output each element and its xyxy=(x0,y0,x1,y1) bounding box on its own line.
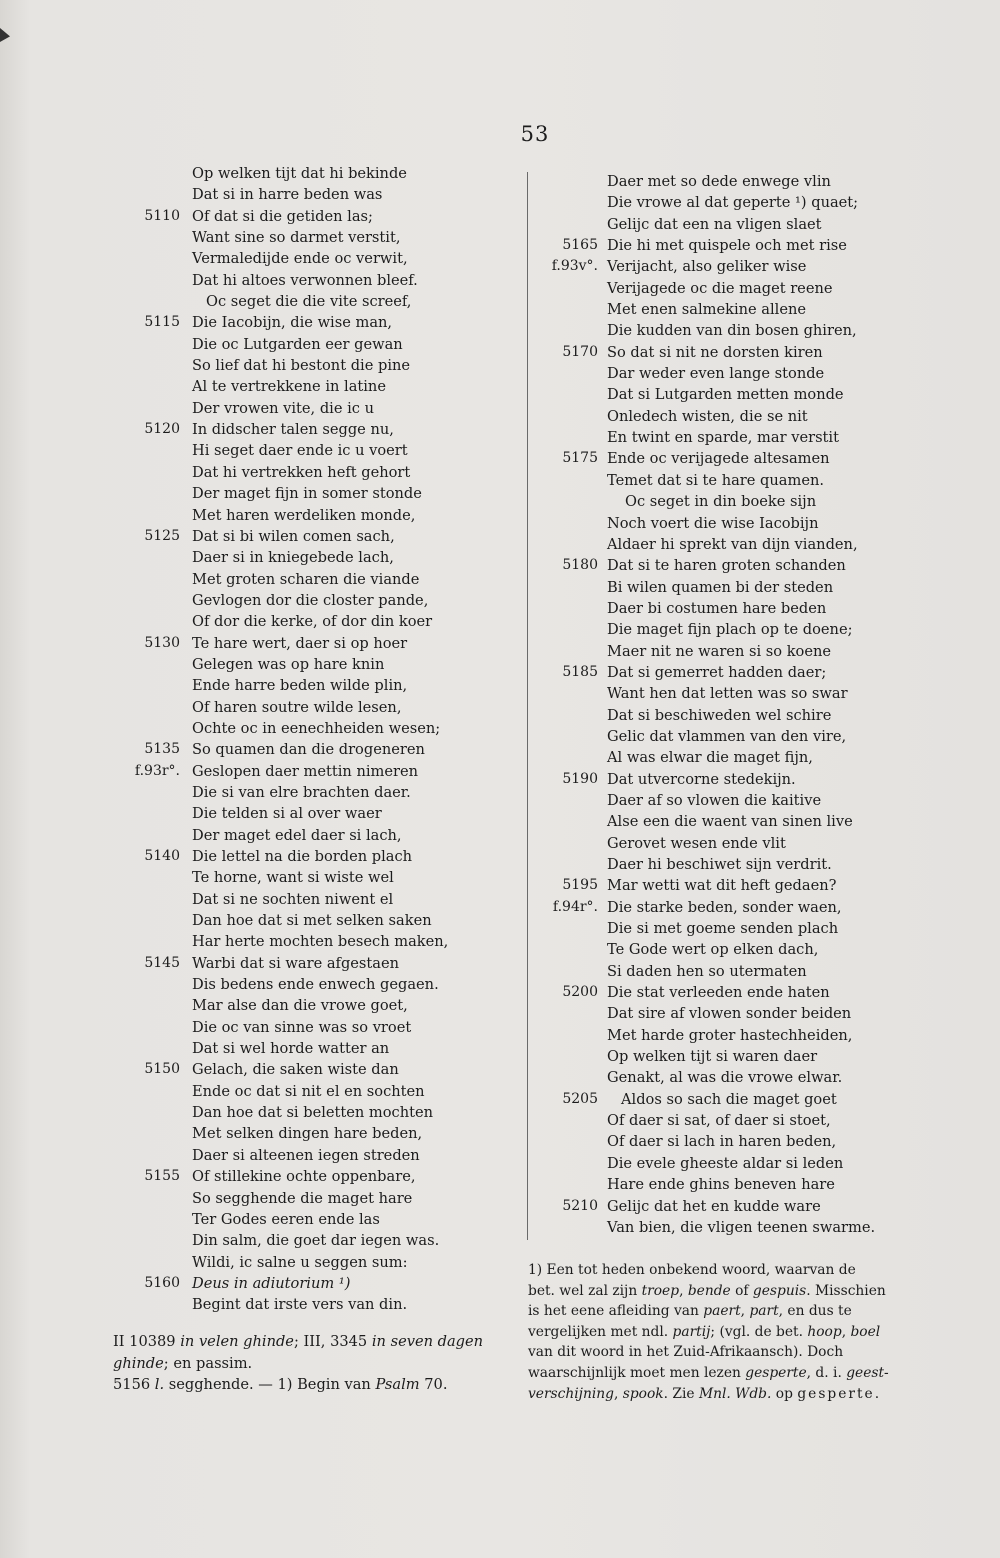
verse-text: Dar weder even lange stonde xyxy=(607,365,825,383)
footnote-text: . Misschien xyxy=(806,1282,886,1299)
verse-line xyxy=(108,547,508,568)
verse-text: Dat si wel horde watter an xyxy=(192,1040,390,1058)
verse-text: Deus in adiutorium ¹) xyxy=(192,1274,351,1292)
verse-line xyxy=(530,1153,900,1174)
verse-line xyxy=(530,1067,900,1088)
verse-line xyxy=(530,342,900,363)
verse-number: 5200 xyxy=(562,984,598,1001)
verse-line xyxy=(530,918,900,939)
verse-number: 5150 xyxy=(144,1061,180,1078)
verse-line xyxy=(108,675,508,696)
footnote-italic-text: partij xyxy=(672,1323,711,1340)
footnote-text: . xyxy=(874,1385,880,1402)
verse-line xyxy=(108,718,508,739)
verse-text: Dat si te haren groten schanden xyxy=(607,557,846,575)
verse-text: Met harde groter hastechheiden, xyxy=(607,1026,853,1044)
footnote-text: waarschijnlijk moet men lezen xyxy=(528,1364,746,1381)
verse-text: Aldaer hi sprekt van dijn vianden, xyxy=(607,535,858,553)
verse-text: Aldos so sach die maget goet xyxy=(621,1090,837,1108)
verse-text: Hare ende ghins beneven hare xyxy=(607,1176,835,1194)
verse-text: Vermaledijde ende oc verwit, xyxy=(192,250,408,268)
footnote-italic-text: geest- xyxy=(846,1364,889,1381)
verse-number: 5210 xyxy=(562,1197,598,1214)
footnote-text: 5156 xyxy=(113,1376,155,1393)
verse-text: Daer si in kniegebede lach, xyxy=(192,549,394,567)
verse-text: Daer si alteenen iegen streden xyxy=(192,1146,420,1164)
footnote-text: , xyxy=(613,1385,623,1402)
footnote-line xyxy=(528,1384,898,1405)
verse-line xyxy=(108,1294,508,1315)
verse-line xyxy=(108,376,508,397)
verse-text: Met enen salmekine allene xyxy=(607,301,807,319)
verse-text: Te Gode wert op elken dach, xyxy=(607,941,819,959)
footnote-line xyxy=(528,1342,898,1363)
verse-line xyxy=(530,854,900,875)
verse-line xyxy=(530,747,900,768)
verse-text: Op welken tijt dat hi bekinde xyxy=(192,165,407,182)
verse-line xyxy=(108,1230,508,1251)
verse-text: Mar wetti wat dit heft gedaen? xyxy=(607,877,837,895)
verse-line xyxy=(530,384,900,405)
footnote-line xyxy=(528,1281,898,1302)
footnote-text: bet. wel zal zijn xyxy=(528,1282,642,1299)
verse-line xyxy=(530,897,900,918)
verse-line xyxy=(108,1252,508,1273)
verse-number: 5205 xyxy=(562,1090,598,1107)
verse-number: 5115 xyxy=(144,314,180,331)
verse-text: Der vrowen vite, die ic u xyxy=(192,399,374,417)
verse-line xyxy=(530,235,900,256)
footnote-text: ; en passim. xyxy=(163,1354,253,1372)
verse-text: Dat utvercorne stedekijn. xyxy=(607,770,796,788)
verse-line xyxy=(108,846,508,867)
verse-text: Die si van elre brachten daer. xyxy=(192,783,411,801)
verse-text: Die starke beden, sonder waen, xyxy=(607,898,842,916)
verse-line xyxy=(108,248,508,269)
verse-line xyxy=(108,633,508,654)
verse-line xyxy=(108,995,508,1016)
verse-text: Of stillekine ochte oppenbare, xyxy=(192,1168,416,1186)
verse-line xyxy=(530,705,900,726)
verse-line xyxy=(108,761,508,782)
footnote-text: . Zie xyxy=(663,1385,699,1402)
verse-text: Oc seget die die vite screef, xyxy=(206,293,412,311)
verse-text: Har herte mochten besech maken, xyxy=(192,933,449,951)
verse-text: Of haren soutre wilde lesen, xyxy=(192,698,402,716)
footnote-text: is het eene afleiding van xyxy=(528,1303,704,1320)
verse-text: Dan hoe dat si beletten mochten xyxy=(192,1104,434,1122)
verse-line xyxy=(530,534,900,555)
verse-number: 5120 xyxy=(144,421,180,438)
footnote-italic-text: troep xyxy=(641,1282,680,1299)
verse-line xyxy=(108,462,508,483)
footnote-italic-text: boel xyxy=(850,1323,881,1340)
verse-text: Met selken dingen hare beden, xyxy=(192,1125,423,1143)
footnote-text: , en dus te xyxy=(778,1303,852,1320)
footnote-line xyxy=(528,1260,898,1281)
verse-line xyxy=(530,278,900,299)
verse-line xyxy=(108,163,508,184)
verse-line xyxy=(108,505,508,526)
verse-text: So quamen dan die drogeneren xyxy=(192,741,425,759)
verse-number: 5185 xyxy=(562,663,598,680)
verse-text: Gelach, die saken wiste dan xyxy=(192,1061,399,1079)
verse-line xyxy=(108,440,508,461)
verse-line xyxy=(108,825,508,846)
verse-line xyxy=(108,270,508,291)
verse-text: Begint dat irste vers van din. xyxy=(192,1296,408,1314)
footnote-text: vergelijken met ndl. xyxy=(528,1323,673,1340)
verse-line xyxy=(108,803,508,824)
verse-line xyxy=(530,790,900,811)
footnote-italic-text: gesperte xyxy=(745,1364,807,1381)
verse-number: f.93r°. xyxy=(134,762,180,779)
footnote-italic-text: part xyxy=(749,1303,779,1320)
verse-text: In didscher talen segge nu, xyxy=(192,421,394,439)
verse-line xyxy=(108,654,508,675)
verse-line xyxy=(108,312,508,333)
verse-number: 5170 xyxy=(562,343,598,360)
verse-text: Wildi, ic salne u seggen sum: xyxy=(192,1253,408,1271)
left-verse-column xyxy=(108,163,508,1316)
verse-text: Die vrowe al dat geperte ¹) quaet; xyxy=(607,194,859,212)
verse-text: Gelegen was op hare knin xyxy=(192,655,385,673)
verse-line xyxy=(530,406,900,427)
verse-line xyxy=(530,1025,900,1046)
verse-line xyxy=(530,214,900,235)
verse-text: Daer af so vlowen die kaitive xyxy=(607,791,822,809)
verse-line xyxy=(530,1003,900,1024)
verse-line xyxy=(108,889,508,910)
footnote-italic-text: bende xyxy=(687,1282,731,1299)
footnote-italic-text: l. xyxy=(154,1376,165,1393)
verse-line xyxy=(530,683,900,704)
verse-line xyxy=(108,398,508,419)
footnote-text: , xyxy=(740,1303,750,1320)
verse-line xyxy=(530,320,900,341)
verse-text: Die evele gheeste aldar si leden xyxy=(607,1154,844,1172)
verse-text: Ende harre beden wilde plin, xyxy=(192,677,408,695)
verse-line xyxy=(530,875,900,896)
verse-line xyxy=(530,1110,900,1131)
verse-text: Bi wilen quamen bi der steden xyxy=(607,578,834,596)
verse-line xyxy=(108,1166,508,1187)
verse-number: 5145 xyxy=(144,954,180,971)
verse-line xyxy=(530,1196,900,1217)
verse-text: So lief dat hi bestont die pine xyxy=(192,357,411,375)
verse-text: Noch voert die wise Iacobijn xyxy=(607,514,819,532)
verse-line xyxy=(108,910,508,931)
verse-line xyxy=(108,1059,508,1080)
verse-line xyxy=(108,611,508,632)
verse-line xyxy=(108,291,508,312)
verse-number: 5130 xyxy=(144,634,180,651)
verse-line xyxy=(108,526,508,547)
verse-text: Dat si Lutgarden metten monde xyxy=(607,386,844,404)
verse-line xyxy=(530,513,900,534)
footnote-text: 1) Een tot heden onbekend woord, waarvan de xyxy=(528,1262,856,1278)
verse-line xyxy=(108,1102,508,1123)
footnote-text: ; (vgl. de bet. xyxy=(710,1323,808,1340)
verse-line xyxy=(530,598,900,619)
verse-text: Din salm, die goet dar iegen was. xyxy=(192,1232,440,1250)
verse-line xyxy=(530,555,900,576)
verse-text: Met groten scharen die viande xyxy=(192,570,420,588)
verse-line xyxy=(108,931,508,952)
verse-line xyxy=(530,1089,900,1110)
verse-line xyxy=(108,1038,508,1059)
verse-line xyxy=(108,739,508,760)
verse-line xyxy=(530,1131,900,1152)
footnote-text: gesperte xyxy=(797,1385,875,1402)
verse-text: Dat si bi wilen comen sach, xyxy=(192,527,395,545)
footnote-text: II 10389 xyxy=(113,1333,181,1350)
verse-line xyxy=(108,1123,508,1144)
verse-line xyxy=(108,590,508,611)
footnote-italic-text: ghinde xyxy=(113,1354,164,1372)
verse-text: Si daden hen so utermaten xyxy=(607,962,807,980)
verse-line xyxy=(108,974,508,995)
verse-text: En twint en sparde, mar verstit xyxy=(607,429,839,447)
verse-text: Die oc Lutgarden eer gewan xyxy=(192,335,403,353)
verse-text: Die si met goeme senden plach xyxy=(607,920,839,938)
footnote-italic-text: verschijning xyxy=(528,1385,614,1402)
verse-number: f.94r°. xyxy=(552,898,598,915)
footnote-text: op xyxy=(771,1385,798,1402)
verse-text: Gerovet wesen ende vlit xyxy=(607,834,786,852)
verse-number: f.93v°. xyxy=(551,258,598,275)
verse-text: Dat si ne sochten niwent el xyxy=(192,890,394,908)
verse-line xyxy=(108,334,508,355)
verse-text: Onledech wisten, die se nit xyxy=(607,407,808,425)
verse-line xyxy=(530,299,900,320)
verse-line xyxy=(530,769,900,790)
verse-line xyxy=(530,1174,900,1195)
verse-text: Ochte oc in eenechheiden wesen; xyxy=(192,719,441,737)
verse-line xyxy=(530,577,900,598)
verse-text: Dat si in harre beden was xyxy=(192,186,383,204)
verse-text: Al te vertrekkene in latine xyxy=(192,378,386,396)
verse-text: Dan hoe dat si met selken saken xyxy=(192,912,432,930)
verse-number: 5125 xyxy=(144,527,180,544)
verse-line xyxy=(530,171,900,192)
verse-line xyxy=(108,355,508,376)
verse-line xyxy=(108,1081,508,1102)
verse-text: Genakt, al was die vrowe elwar. xyxy=(607,1069,843,1087)
verse-line xyxy=(108,1017,508,1038)
footnote-line xyxy=(113,1331,503,1353)
footnote-text: 70. xyxy=(419,1376,448,1393)
right-footnotes xyxy=(528,1260,898,1404)
footnote-line xyxy=(113,1353,503,1375)
verse-text: Mar alse dan die vrowe goet, xyxy=(192,997,408,1015)
verse-text: Of daer si lach in haren beden, xyxy=(607,1133,837,1151)
footnote-italic-text: gespuis xyxy=(752,1282,807,1299)
verse-line xyxy=(108,227,508,248)
footnote-italic-text: spook xyxy=(622,1385,664,1402)
footnote-text: van dit woord in het Zuid-Afrikaansch). Doch xyxy=(528,1344,844,1361)
verse-line xyxy=(530,427,900,448)
verse-text: Die telden si al over waer xyxy=(192,805,382,823)
footnote-text: , d. i. xyxy=(806,1364,847,1381)
verse-text: Warbi dat si ware afgestaen xyxy=(192,954,400,972)
verse-text: Gelic dat vlammen van den vire, xyxy=(607,727,847,745)
verse-number: 5195 xyxy=(562,877,598,894)
verse-text: Temet dat si te hare quamen. xyxy=(607,471,825,489)
footnote-italic-text: Mnl. Wdb. xyxy=(698,1385,772,1402)
verse-text: So segghende die maget hare xyxy=(192,1189,413,1207)
footnote-text: of xyxy=(730,1282,753,1299)
verse-text: Daer hi beschiwet sijn verdrit. xyxy=(607,856,832,873)
verse-text: Of dat si die getiden las; xyxy=(192,207,373,225)
verse-text: Ende oc dat si nit el en sochten xyxy=(192,1082,425,1100)
verse-text: Gevlogen dor die closter pande, xyxy=(192,591,429,609)
verse-text: Oc seget in din boeke sijn xyxy=(625,493,817,511)
verse-line xyxy=(108,1209,508,1230)
column-divider xyxy=(527,172,528,1240)
verse-line xyxy=(108,569,508,590)
footnote-italic-text: paert xyxy=(703,1303,741,1320)
verse-line xyxy=(530,939,900,960)
verse-number: 5160 xyxy=(144,1274,180,1291)
verse-line xyxy=(108,953,508,974)
footnote-italic-text: in seven dagen xyxy=(371,1333,484,1350)
verse-line xyxy=(108,867,508,888)
footnote-line xyxy=(528,1301,898,1322)
verse-text: Die Iacobijn, die wise man, xyxy=(192,314,393,332)
verse-text: Dat si beschiweden wel schire xyxy=(607,706,832,724)
verse-line xyxy=(530,641,900,662)
verse-text: Daer bi costumen hare beden xyxy=(607,599,827,617)
verse-text: Of dor die kerke, of dor din koer xyxy=(192,613,433,631)
verse-text: Te hare wert, daer si op hoer xyxy=(192,634,408,652)
verse-line xyxy=(530,1046,900,1067)
verse-number: 5110 xyxy=(144,207,180,224)
verse-line xyxy=(530,961,900,982)
footnote-line xyxy=(528,1363,898,1384)
footnote-italic-text: Psalm xyxy=(375,1376,420,1393)
verse-text: Ende oc verijagede altesamen xyxy=(607,450,830,468)
footnote-italic-text: hoop xyxy=(807,1323,842,1340)
verse-text: Te horne, want si wiste wel xyxy=(192,869,394,887)
verse-text: Hi seget daer ende ic u voert xyxy=(192,442,408,460)
verse-text: Daer met so dede enwege vlin xyxy=(607,173,831,190)
left-footnotes xyxy=(113,1331,503,1396)
verse-line xyxy=(530,982,900,1003)
verse-line xyxy=(108,697,508,718)
footnote-text: segghende. — 1) Begin van xyxy=(164,1376,376,1393)
right-verse-column xyxy=(530,171,900,1238)
verse-text: Maer nit ne waren si so koene xyxy=(607,642,831,660)
verse-number: 5180 xyxy=(562,557,598,574)
verse-line xyxy=(530,448,900,469)
verse-text: Al was elwar die maget fijn, xyxy=(607,749,813,767)
footnote-text: , xyxy=(841,1323,851,1340)
verse-text: Met haren werdeliken monde, xyxy=(192,506,416,524)
footnote-text: , xyxy=(679,1282,688,1299)
verse-line xyxy=(530,363,900,384)
verse-line xyxy=(530,833,900,854)
verse-number: 5135 xyxy=(144,741,180,758)
verse-line xyxy=(108,483,508,504)
verse-text: Want sine so darmet verstit, xyxy=(192,229,401,247)
verse-line xyxy=(108,184,508,205)
verse-number: 5155 xyxy=(144,1168,180,1185)
verse-text: Dat hi altoes verwonnen bleef. xyxy=(192,271,418,289)
verse-text: Alse een die waent van sinen live xyxy=(607,813,853,831)
verse-number: 5175 xyxy=(562,450,598,467)
verse-line xyxy=(530,619,900,640)
verse-text: Die oc van sinne was so vroet xyxy=(192,1018,412,1036)
verse-text: Van bien, die vligen teenen swarme. xyxy=(607,1218,876,1236)
verse-text: Geslopen daer mettin nimeren xyxy=(192,762,419,780)
page-number: 53 xyxy=(520,122,550,146)
verse-line xyxy=(108,419,508,440)
verse-line xyxy=(108,206,508,227)
verse-text: Verijacht, also geliker wise xyxy=(607,258,807,276)
verse-line xyxy=(108,1188,508,1209)
verse-line xyxy=(530,470,900,491)
verse-text: Die stat verleeden ende haten xyxy=(607,984,830,1002)
verse-text: Die lettel na die borden plach xyxy=(192,848,413,865)
verse-text: Of daer si sat, of daer si stoet, xyxy=(607,1112,831,1130)
verse-text: So dat si nit ne dorsten kiren xyxy=(607,343,823,361)
verse-text: Dis bedens ende enwech gegaen. xyxy=(192,976,439,994)
verse-text: Die maget fijn plach op te doene; xyxy=(607,621,853,639)
verse-text: Want hen dat letten was so swar xyxy=(607,685,848,703)
verse-line xyxy=(530,726,900,747)
footnote-italic-text: in velen ghinde xyxy=(180,1333,294,1350)
verse-text: Die hi met quispele och met rise xyxy=(607,237,847,255)
footnote-text: ; III, 3345 xyxy=(293,1333,372,1350)
verse-number: 5190 xyxy=(562,770,598,787)
footnote-line xyxy=(528,1322,898,1343)
verse-text: Gelijc dat het en kudde ware xyxy=(607,1197,821,1215)
verse-text: Der maget edel daer si lach, xyxy=(192,826,402,844)
verse-text: Ter Godes eeren ende las xyxy=(192,1210,380,1228)
verse-number: 5140 xyxy=(144,848,180,864)
verse-line xyxy=(108,782,508,803)
verse-text: Dat sire af vlowen sonder beiden xyxy=(607,1005,852,1023)
verse-line xyxy=(530,192,900,213)
verse-number: 5165 xyxy=(562,237,598,254)
verse-text: Verijagede oc die maget reene xyxy=(607,279,833,297)
verse-line xyxy=(108,1273,508,1294)
verse-line xyxy=(530,491,900,512)
verse-line xyxy=(530,811,900,832)
verse-line xyxy=(530,256,900,277)
verse-text: Dat hi vertrekken heft gehort xyxy=(192,463,411,481)
verse-text: Dat si gemerret hadden daer; xyxy=(607,663,827,681)
verse-line xyxy=(530,662,900,683)
verse-text: Gelijc dat een na vligen slaet xyxy=(607,215,822,233)
verse-text: Die kudden van din bosen ghiren, xyxy=(607,322,857,340)
footnote-line xyxy=(113,1374,503,1396)
verse-line xyxy=(108,1145,508,1166)
verse-line xyxy=(530,1217,900,1238)
verse-text: Op welken tijt si waren daer xyxy=(607,1048,818,1066)
page-edge-mark xyxy=(0,28,10,42)
verse-text: Der maget fijn in somer stonde xyxy=(192,485,422,503)
